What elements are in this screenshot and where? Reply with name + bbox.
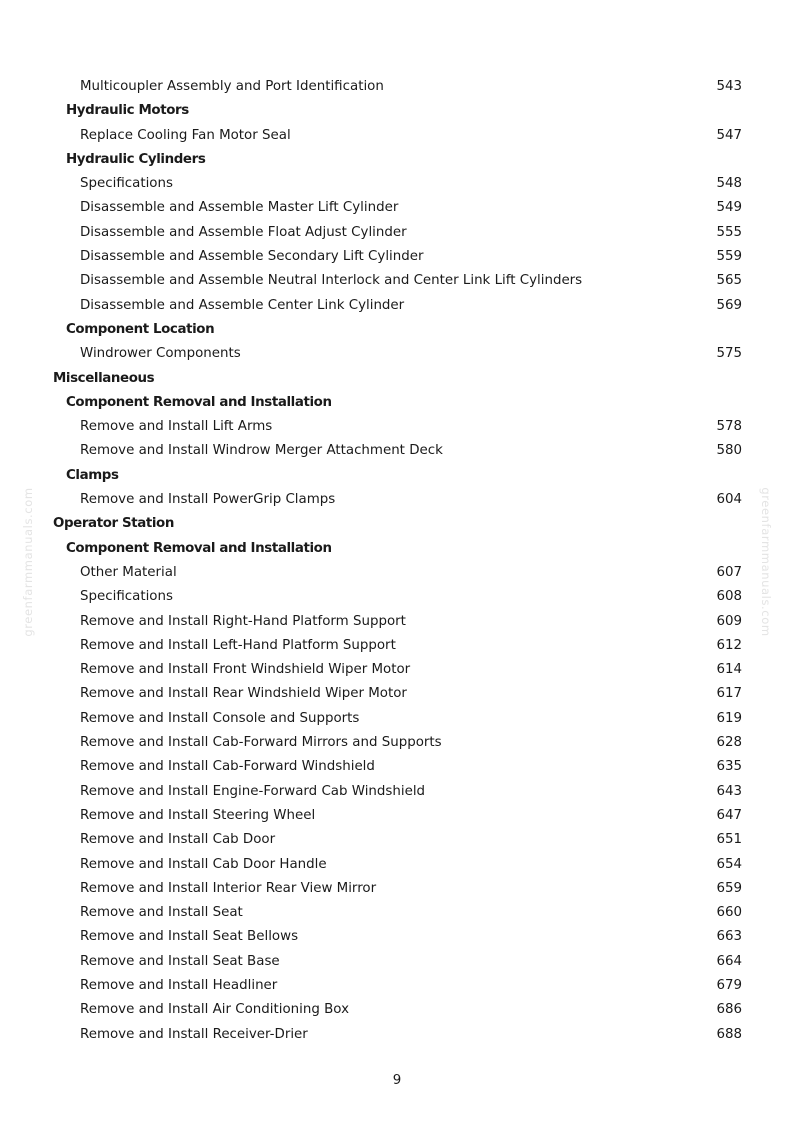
toc-entry-page-number: 651 [716, 832, 742, 848]
toc-entry[interactable] [0, 1023, 794, 1047]
toc-entry[interactable] [0, 488, 794, 512]
toc-entry[interactable] [0, 342, 794, 366]
toc-entry[interactable] [0, 561, 794, 585]
toc-entry-title: Remove and Install Air Conditioning Box [80, 1002, 350, 1018]
toc-entry[interactable] [0, 682, 794, 706]
toc-entry-page-number: 647 [716, 807, 742, 823]
toc-entry-title: Remove and Install Seat Bellows [80, 929, 299, 945]
toc-entry-title: Multicoupler Assembly and Port Identification [80, 79, 384, 94]
toc-entry-page-number: 654 [716, 856, 742, 872]
toc-entry-title: Remove and Install Receiver-Drier [80, 1026, 308, 1042]
toc-entry-title: Specifications [80, 589, 173, 605]
toc-entry-title: Remove and Install Left-Hand Platform Support [80, 637, 396, 653]
toc-entry-page-number: 607 [716, 564, 742, 580]
toc-entry-page-number: 612 [716, 637, 742, 653]
toc-entry-page-number: 619 [716, 710, 742, 726]
toc-entry-title: Specifications [80, 176, 173, 192]
toc-subsection-heading [0, 318, 794, 342]
toc-entry[interactable] [0, 925, 794, 949]
toc-entry-page-number: 628 [716, 735, 742, 751]
toc-entry-title: Remove and Install Cab-Forward Mirrors and Supports [80, 735, 442, 751]
table-of-contents [0, 75, 794, 1047]
toc-entry-title: Component Removal and Installation [66, 540, 332, 556]
toc-entry-page-number: 543 [716, 79, 742, 94]
toc-entry-title: Replace Cooling Fan Motor Seal [80, 127, 291, 143]
toc-entry-page-number: 549 [716, 200, 742, 216]
toc-entry-page-number: 679 [716, 977, 742, 993]
toc-entry[interactable] [0, 731, 794, 755]
toc-entry[interactable] [0, 245, 794, 269]
toc-entry-title: Disassemble and Assemble Secondary Lift Cylinder [80, 249, 424, 265]
toc-entry-page-number: 659 [716, 880, 742, 896]
toc-entry-title: Hydraulic Motors [66, 103, 189, 119]
toc-entry-title: Remove and Install Headliner [80, 977, 278, 993]
toc-subsection-heading [0, 537, 794, 561]
toc-entry[interactable] [0, 998, 794, 1022]
toc-entry-title: Remove and Install Steering Wheel [80, 807, 316, 823]
toc-entry-page-number: 660 [716, 905, 742, 921]
toc-entry-title: Remove and Install Windrow Merger Attachment Deck [80, 443, 443, 459]
toc-entry[interactable] [0, 439, 794, 463]
toc-section-heading [0, 367, 794, 391]
toc-entry-page-number: 688 [716, 1026, 742, 1042]
toc-entry-page-number: 614 [716, 662, 742, 678]
toc-entry-title: Remove and Install Front Windshield Wiper Motor [80, 662, 411, 678]
toc-entry-page-number: 617 [716, 686, 742, 702]
toc-entry-title: Remove and Install Seat [80, 905, 243, 921]
toc-entry[interactable] [0, 950, 794, 974]
toc-entry-title: Remove and Install Interior Rear View Mirror [80, 880, 377, 896]
toc-entry[interactable] [0, 804, 794, 828]
toc-entry-title: Hydraulic Cylinders [66, 151, 206, 167]
toc-subsection-heading [0, 148, 794, 172]
watermark-left-text: greenfarmmanuals.com [21, 487, 35, 637]
toc-entry-title: Component Location [66, 321, 215, 337]
toc-entry-page-number: 565 [716, 273, 742, 289]
toc-entry[interactable] [0, 585, 794, 609]
toc-entry-page-number: 547 [716, 127, 742, 143]
toc-entry-title: Disassemble and Assemble Center Link Cylinder [80, 297, 405, 313]
toc-entry[interactable] [0, 172, 794, 196]
toc-entry-page-number: 686 [716, 1002, 742, 1018]
toc-entry-title: Clamps [66, 467, 119, 483]
toc-entry-title: Remove and Install Right-Hand Platform Support [80, 613, 406, 629]
toc-entry-title: Disassemble and Assemble Float Adjust Cylinder [80, 224, 407, 240]
toc-entry[interactable] [0, 780, 794, 804]
toc-entry-title: Remove and Install Cab Door [80, 832, 276, 848]
toc-entry-title: Remove and Install Lift Arms [80, 419, 273, 435]
toc-entry[interactable] [0, 124, 794, 148]
toc-subsection-heading [0, 391, 794, 415]
toc-entry[interactable] [0, 974, 794, 998]
toc-entry[interactable] [0, 196, 794, 220]
toc-entry[interactable] [0, 658, 794, 682]
toc-entry[interactable] [0, 294, 794, 318]
toc-entry[interactable] [0, 828, 794, 852]
toc-entry[interactable] [0, 877, 794, 901]
toc-entry-page-number: 548 [716, 176, 742, 192]
toc-entry[interactable] [0, 221, 794, 245]
toc-entry-title: Miscellaneous [53, 370, 155, 386]
toc-entry-page-number: 555 [716, 224, 742, 240]
toc-entry-page-number: 559 [716, 249, 742, 265]
toc-entry-title: Remove and Install Cab Door Handle [80, 856, 327, 872]
toc-subsection-heading [0, 99, 794, 123]
toc-section-heading [0, 512, 794, 536]
toc-entry[interactable] [0, 755, 794, 779]
toc-entry-page-number: 578 [716, 419, 742, 435]
page-number: 9 [392, 1073, 402, 1088]
toc-entry[interactable] [0, 634, 794, 658]
toc-entry-page-number: 643 [716, 783, 742, 799]
toc-entry-page-number: 635 [716, 759, 742, 775]
toc-entry[interactable] [0, 901, 794, 925]
toc-entry-title: Operator Station [53, 516, 174, 532]
toc-entry-page-number: 663 [716, 929, 742, 945]
toc-subsection-heading [0, 464, 794, 488]
toc-entry[interactable] [0, 75, 794, 99]
toc-entry-title: Other Material [80, 564, 177, 580]
toc-entry-title: Remove and Install Rear Windshield Wiper Motor [80, 686, 407, 702]
toc-entry-page-number: 604 [716, 492, 742, 508]
toc-entry[interactable] [0, 415, 794, 439]
toc-entry-page-number: 569 [716, 297, 742, 313]
toc-entry-page-number: 575 [716, 346, 742, 362]
toc-entry-title: Remove and Install Console and Supports [80, 710, 360, 726]
toc-entry[interactable] [0, 610, 794, 634]
toc-entry[interactable] [0, 853, 794, 877]
toc-entry[interactable] [0, 269, 794, 293]
toc-entry-title: Remove and Install Seat Base [80, 953, 280, 969]
toc-entry-title: Windrower Components [80, 346, 241, 362]
toc-entry-title: Component Removal and Installation [66, 394, 332, 410]
toc-entry-title: Remove and Install PowerGrip Clamps [80, 492, 336, 508]
toc-entry-title: Disassemble and Assemble Neutral Interlock and Center Link Lift Cylinders [80, 273, 583, 289]
toc-entry[interactable] [0, 707, 794, 731]
toc-entry-page-number: 608 [716, 589, 742, 605]
toc-entry-title: Remove and Install Engine-Forward Cab Windshield [80, 783, 426, 799]
toc-entry-page-number: 609 [716, 613, 742, 629]
watermark-right-text: greenfarmmanuals.com [759, 487, 773, 637]
toc-entry-title: Disassemble and Assemble Master Lift Cylinder [80, 200, 399, 216]
toc-entry-page-number: 664 [716, 953, 742, 969]
toc-entry-title: Remove and Install Cab-Forward Windshield [80, 759, 375, 775]
toc-entry-page-number: 580 [716, 443, 742, 459]
